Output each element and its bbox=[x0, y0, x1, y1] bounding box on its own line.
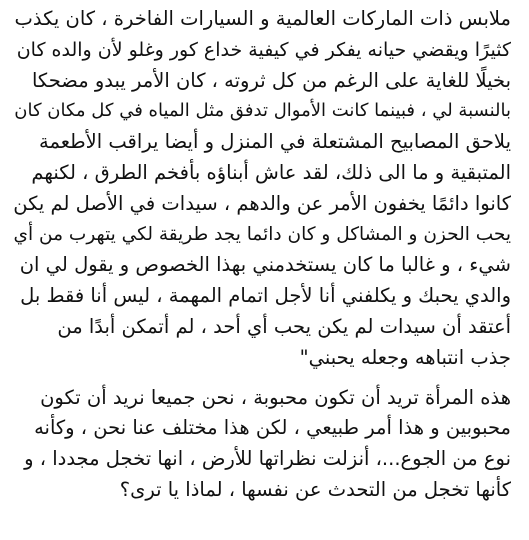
text-line: هذه المرأة تريد أن تكون محبوبة ، نحن جميعا نريد أن تكون bbox=[40, 385, 511, 409]
text-line: نوع من الجوع...، أنزلت نظراتها للأرض ، انها تخجل مجددا ، و bbox=[24, 447, 511, 471]
text-line: يحب الحزن و المشاكل و كان دائما يجد طريقة لكي يتهرب من أي bbox=[13, 223, 511, 245]
paragraph-1 bbox=[10, 4, 511, 374]
text-line: يلاحق المصابيح المشتعلة في المنزل و أيضا يراقب الأطعمة bbox=[39, 130, 511, 154]
text-line: شيء ، و غالبا ما كان يستخدمني بهذا الخصوص و يقول لي ان bbox=[19, 253, 511, 277]
text-line: كأنها تخجل من التحدث عن نفسها ، لماذا يا ترى؟ bbox=[119, 477, 511, 501]
text-line: المتبقية و ما الى ذلك، لقد عاش أبناؤه بأفخم الطرق ، لكنهم bbox=[31, 160, 511, 184]
text-line: جذب انتباهه وجعله يحبني" bbox=[299, 345, 511, 369]
text-line: كانوا دائمًا يخفون الأمر عن والدهم ، سيدات في الأصل لم يكن bbox=[13, 191, 511, 215]
paragraph-2 bbox=[10, 383, 511, 506]
text-line: محبوبين و هذا أمر طبيعي ، لكن هذا مختلف عنا نحن ، وكأنه bbox=[34, 416, 511, 440]
text-line: ملابس ذات الماركات العالمية و السيارات الفاخرة ، كان يكذب bbox=[14, 7, 511, 30]
text-line: والدي يحبك و يكلفني أنا لأجل اتمام المهمة ، ليس أنا فقط بل bbox=[20, 284, 511, 308]
text-line: كثيرًا ويقضي حيانه يفكر في كيفية خداع كور وغلو لأن والده كان bbox=[16, 38, 511, 61]
text-line: بخيلًا للغاية على الرغم من كل ثروته ، كان الأمر يبدو مضحكا bbox=[31, 68, 511, 92]
text-line: بالنسبة لي ، فبينما كانت الأموال تدفق مثل المياه في كل مكان كان bbox=[14, 100, 511, 122]
paragraph-spacer bbox=[10, 374, 511, 383]
text-line: أعتقد أن سيدات لم يكن يحب أي أحد ، لم أتمكن أبدًا من bbox=[57, 314, 511, 338]
